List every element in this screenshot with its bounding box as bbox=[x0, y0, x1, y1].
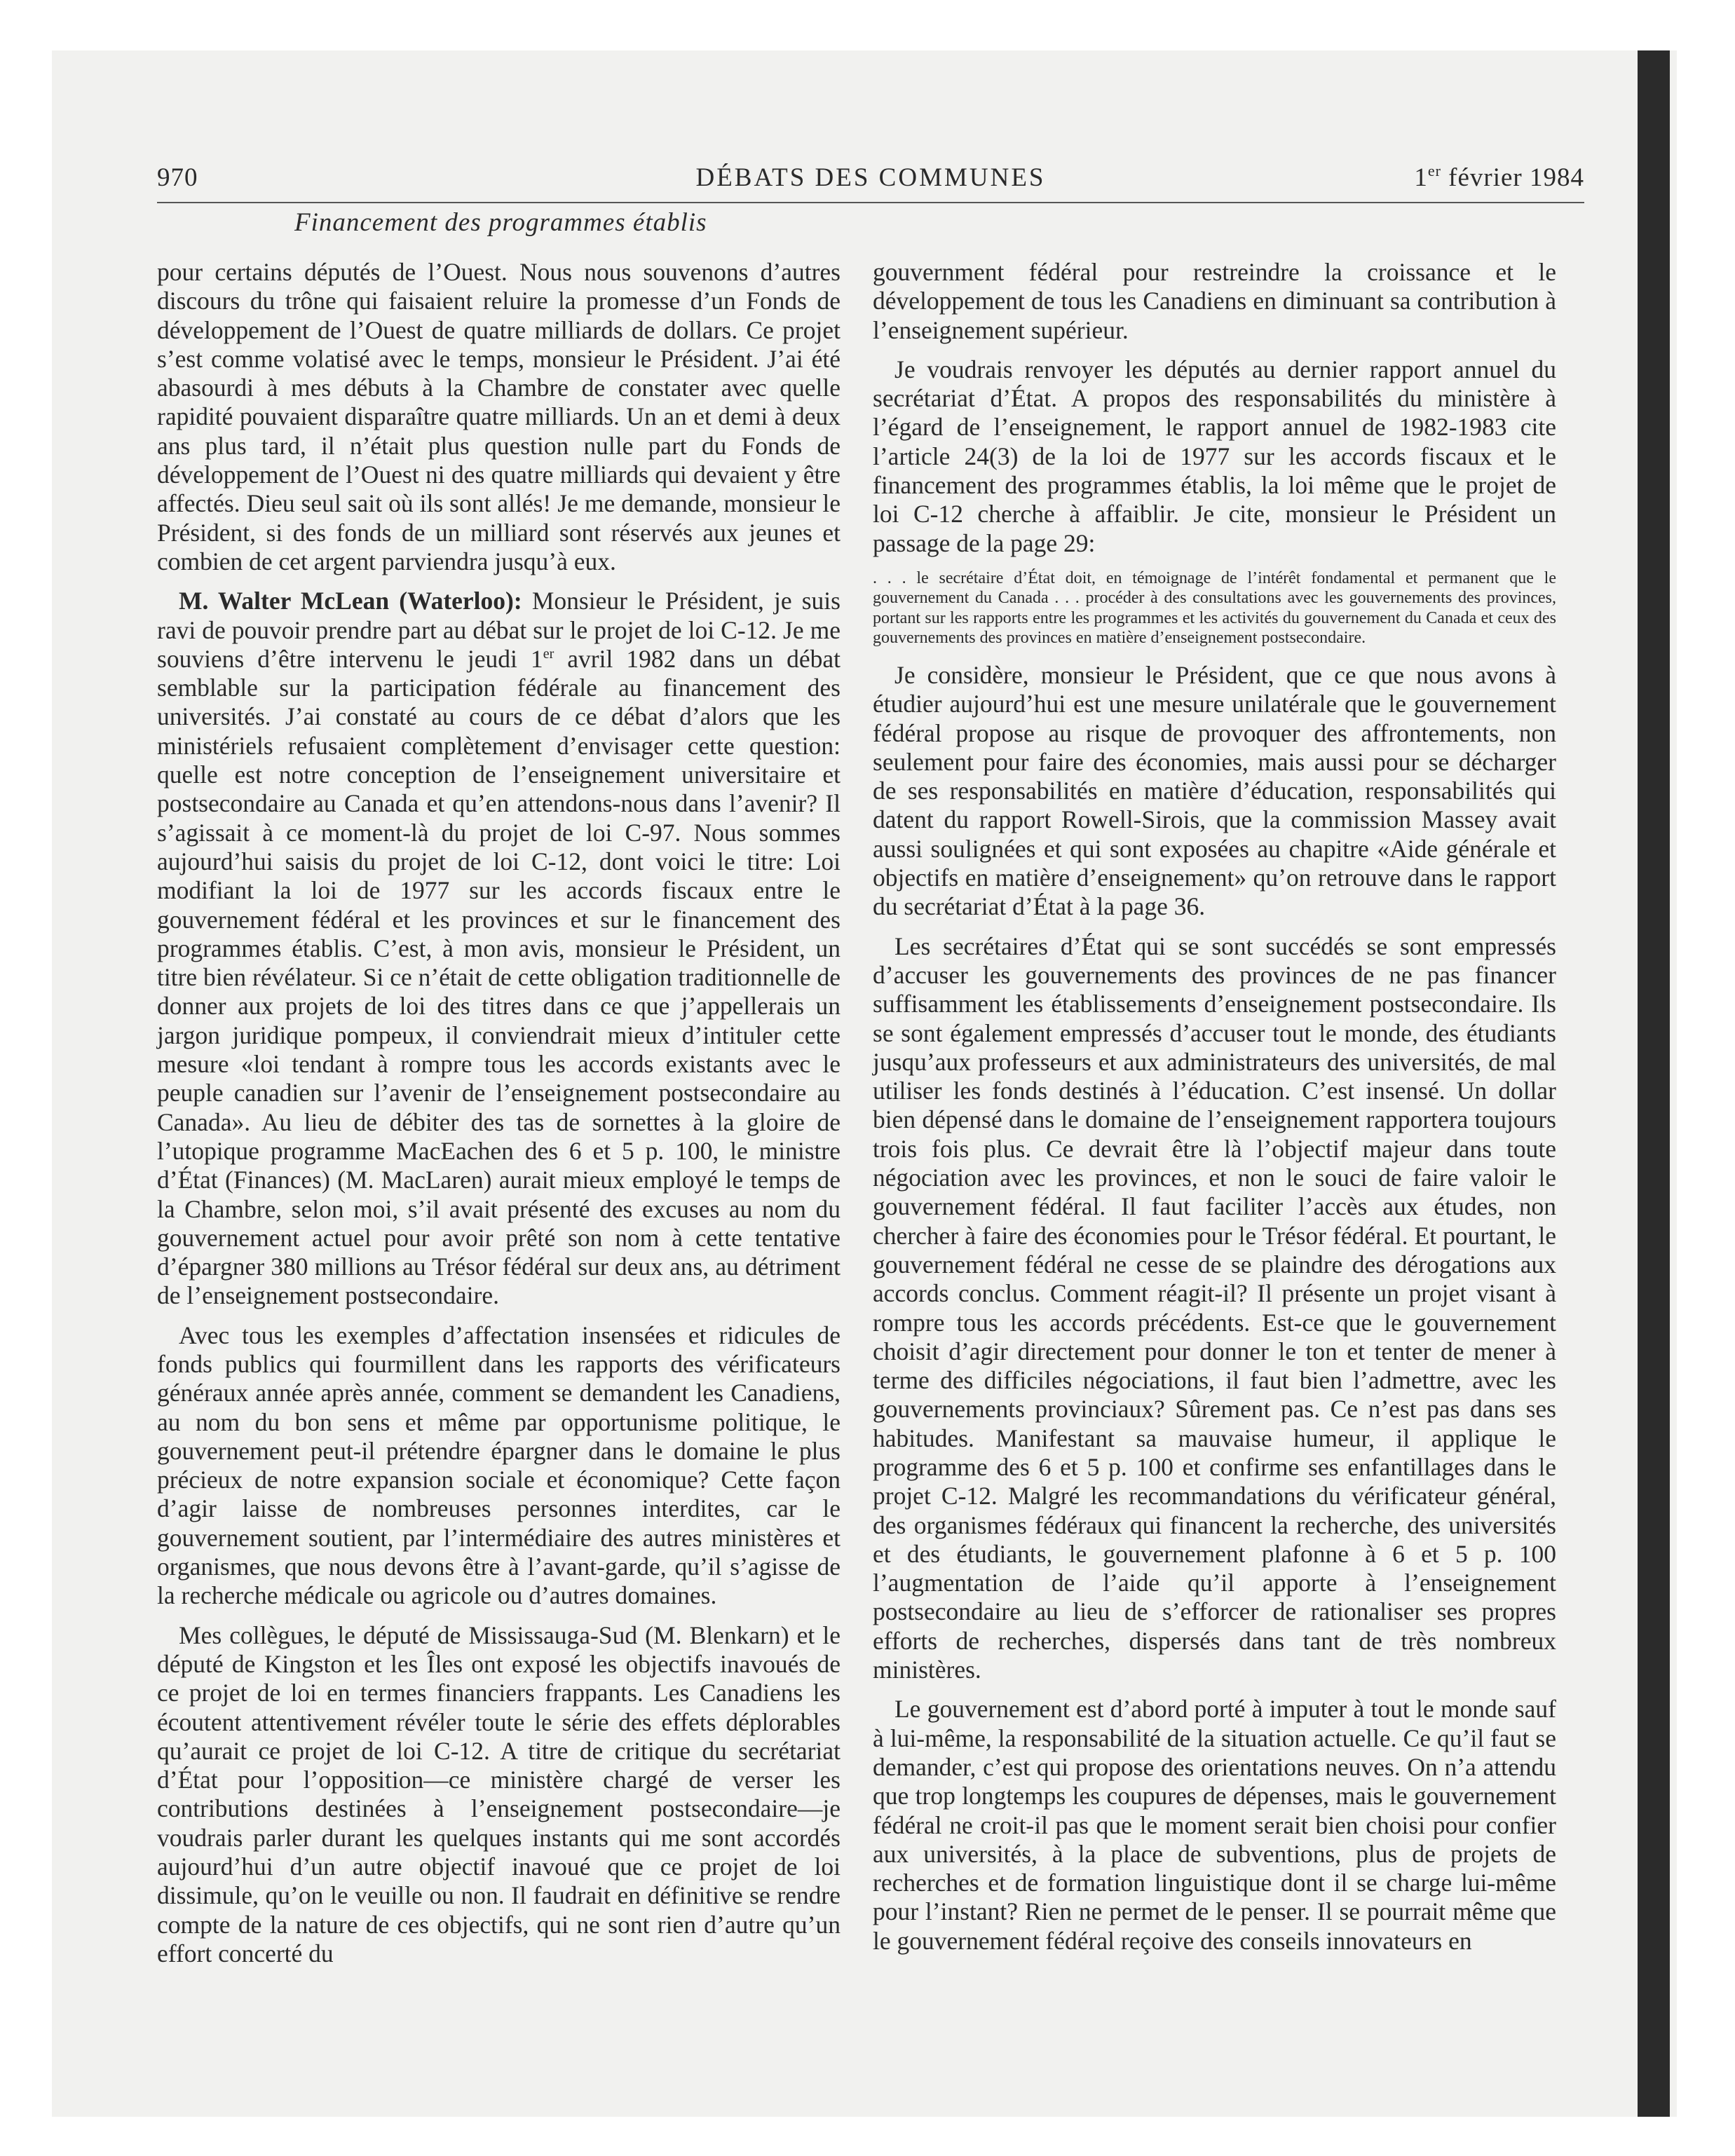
paragraph: pour certains députés de l’Ouest. Nous nous souvenons d’autres discours du trône qui faisaient reluire la promesse d’un Fonds de développement de l’Ouest de quatre milliards de dollars. Ce projet s’est comme volatisé avec le temps, monsieur le Président. J’ai été abasourdi à mes débuts à la Chambre de constater avec quelle rapidité pouvaient disparaître quatre milliards. Un an et demi à deux ans plus tard, il n’était plus question nulle part du Fonds de développement de l’Ouest ni des quatre milliards qui devaient y être affectés. Dieu seul sait où ils sont allés! Je me demande, monsieur le Président, si des fonds de un milliard sont réservés aux jeunes et combien de cet argent parviendra jusqu’à eux. bbox=[157, 258, 841, 575]
paragraph: gouvernment fédéral pour restreindre la croissance et le développement de tous les Canadiens en diminuant sa contribution à l’enseignement supérieur. bbox=[873, 258, 1556, 344]
block-quote: . . . le secrétaire d’État doit, en témoignage de l’intérêt fondamental et permanent que le gouvernement du Canada . . . procéder à des consultations avec les gouvernements des provinces, portant sur les rapports entre les programmes et les activités du gouvernement du Canada et ceux des gouvernements des provinces en matière d’enseignement postsecondaire. bbox=[873, 568, 1556, 648]
paragraph: Avec tous les exemples d’affectation insensées et ridicules de fonds publics qui fourmillent dans les rapports des vérificateurs généraux année après année, comment se demandent les Canadiens, au nom du bon sens et même par opportunisme politique, le gouvernement peut-il prétendre épargner dans le domaine le plus précieux de notre expansion sociale et économique? Cette façon d’agir laisse de nombreuses personnes interdites, car le gouvernement soutient, par l’intermédiaire des autres ministères et organismes, que nous devons être à l’avant-garde, qu’il s’agisse de la recherche médicale ou agricole ou d’autres domaines. bbox=[157, 1321, 841, 1610]
paragraph: Les secrétaires d’État qui se sont succédés se sont empressés d’accuser les gouvernements des provinces de ne pas financer suffisamment les établissements d’enseignement postsecondaire. Ils se sont également empressés d’accuser tout le monde, des étudiants jusqu’aux professeurs et aux administrateurs des universités, de mal utiliser les fonds destinés à l’éducation. C’est insensé. Un dollar bien dépensé dans le domaine de l’enseignement rapportera toujours trois fois plus. Ce devrait être là l’objectif majeur dans toute négociation avec les provinces, et non le souci de faire valoir le gouvernement fédéral. Il faut faciliter l’accès aux études, non chercher à faire des économies pour le Trésor fédéral. Et pourtant, le gouvernement fédéral ne cesse de se plaindre des dérogations aux accords conclus. Comment réagit-il? Il présente un projet visant à rompre tous les accords précédents. Est-ce que le gouvernement choisit d’agir directement pour donner le ton et tenter de mener à terme des difficiles négociations, il faut bien l’admettre, avec les gouvernements provinciaux? Sûrement pas. Ce n’est pas dans ses habitudes. Manifestant sa mauvaise humeur, il applique le programme des 6 et 5 p. 100 et confirme ses enfantillages dans le projet C-12. Malgré les recommandations du vérificateur général, des organismes fédéraux qui financent la recherche, des universités et des étudiants, le gouvernement plafonne à 6 et 5 p. 100 l’augmentation de l’aide qu’il apporte à l’enseignement postsecondaire au lieu de s’efforcer de rationaliser ses propres efforts de recherches, dispersés dans tant de très nombreux ministères. bbox=[873, 932, 1556, 1684]
paragraph: Le gouvernement est d’abord porté à imputer à tout le monde sauf à lui-même, la responsabilité de la situation actuelle. Ce qu’il faut se demander, c’est qui propose des orientations neuves. On n’a attendu que trop longtemps les coupures de dépenses, mais le gouvernement fédéral ne croit-il pas que le moment serait bien choisi pour confier aux universités, à la place de subventions, plus de projets de recherches et de formation linguistique dont il se charge lui-même pour l’instant? Rien ne permet de le penser. Il se pourrait même que le gouvernement fédéral reçoive des conseils innovateurs en bbox=[873, 1695, 1556, 1955]
paragraph: Je considère, monsieur le Président, que ce que nous avons à étudier aujourd’hui est une mesure unilatérale que le gouvernement fédéral propose au risque de provoquer des affrontements, non seulement pour faire des économies, mais aussi pour se décharger de ses responsabilités en matière d’éducation, responsabilités qui datent du rapport Rowell-Sirois, que la commission Massey avait aussi soulignées et qui sont exposées au chapitre «Aide générale et objectifs en matière d’enseignement» qu’on retrouve dans le rapport du secrétariat d’État à la page 36. bbox=[873, 660, 1556, 921]
header-date bbox=[1414, 163, 1584, 193]
page-header bbox=[157, 160, 1584, 203]
scan-edge-shadow bbox=[1638, 50, 1670, 2117]
paragraph: Je voudrais renvoyer les députés au dernier rapport annuel du secrétariat d’État. A propos des responsabilités du ministère à l’égard de l’enseignement, le rapport annuel de 1982-1983 cite l’article 24(3) de la loi de 1977 sur les accords fiscaux et le financement des programmes établis, la loi même que le projet de loi C-12 cherche à affaiblir. Je cite, monsieur le Président un passage de la page 29: bbox=[873, 355, 1556, 557]
page-number: 970 bbox=[157, 163, 198, 192]
date-rest: février 1984 bbox=[1441, 163, 1584, 192]
section-subheading: Financement des programmes établis bbox=[294, 208, 707, 237]
publication-title: DÉBATS DES COMMUNES bbox=[695, 163, 1046, 192]
right-column bbox=[873, 258, 1556, 1966]
paragraph: Mes collègues, le député de Mississauga-Sud (M. Blenkarn) et le député de Kingston et les Îles ont exposé les objectifs inavoués de ce projet de loi en termes financiers frappants. Les Canadiens les écoutent attentivement révéler toute le série des effets déplorables qu’aurait ce projet de loi C-12. A titre de critique du secrétariat d’État pour l’opposition—ce ministère chargé de verser les contributions destinées à l’enseignement postsecondaire—je voudrais parler durant les quelques instants qui me sont accordés aujourd’hui d’un autre objectif inavoué que ce projet de loi dissimule, qu’on le veuille ou non. Il faudrait en définitive se rendre compte de la nature de ces objectifs, qui ne sont rien d’autre qu’un effort concerté du bbox=[157, 1621, 841, 1967]
date-superscript: er bbox=[1427, 162, 1441, 179]
speech-text: avril 1982 dans un débat semblable sur la participation fédérale au financement des universités. J’ai constaté au cours de ce débat d’alors que les ministériels refusaient complètement d’envisager cette question: quelle est notre conception de l’enseignement universitaire et postsecondaire au Canada et qu’en attendons-nous dans l’avenir? Il s’agissait à ce moment-là du projet de loi C-97. Nous sommes aujourd’hui saisis du projet de loi C-12, dont voici le titre: Loi modifiant la loi de 1977 sur les accords fiscaux entre le gouvernement fédéral et les provinces et sur le financement des programmes établis. C’est, à mon avis, monsieur le Président, un titre bien révélateur. Si ce n’était de cette obligation traditionnelle de donner aux projets de loi des titres dans ce que j’appellerais un jargon juridique pompeux, il conviendrait mieux d’intituler cette mesure «loi tendant à rompre tous les accords existants avec le peuple canadien sur l’avenir de l’enseignement postsecondaire au Canada». Au lieu de débiter des tas de sornettes à la gloire de l’utopique programme MacEachen des 6 et 5 p. 100, le ministre d’État (Finances) (M. MacLaren) aurait mieux employé le temps de la Chambre, selon moi, s’il avait présenté des excuses au nom du gouvernement actuel pour avoir prêté son nom à cette tentative d’épargner 380 millions au Trésor fédéral sur deux ans, au détriment de l’enseignement postsecondaire. bbox=[157, 644, 841, 1310]
left-column bbox=[157, 258, 841, 1979]
speaker-name: M. Walter McLean (Waterloo): bbox=[179, 587, 522, 615]
speech-text: Monsieur le Président, je suis ravi de pouvoir prendre part au débat sur le projet de loi C-12. Je me souviens d’être intervenu le jeudi 1 bbox=[157, 587, 841, 673]
superscript: er bbox=[543, 646, 554, 662]
paragraph-speech bbox=[157, 587, 841, 1310]
date-day: 1 bbox=[1414, 163, 1428, 192]
